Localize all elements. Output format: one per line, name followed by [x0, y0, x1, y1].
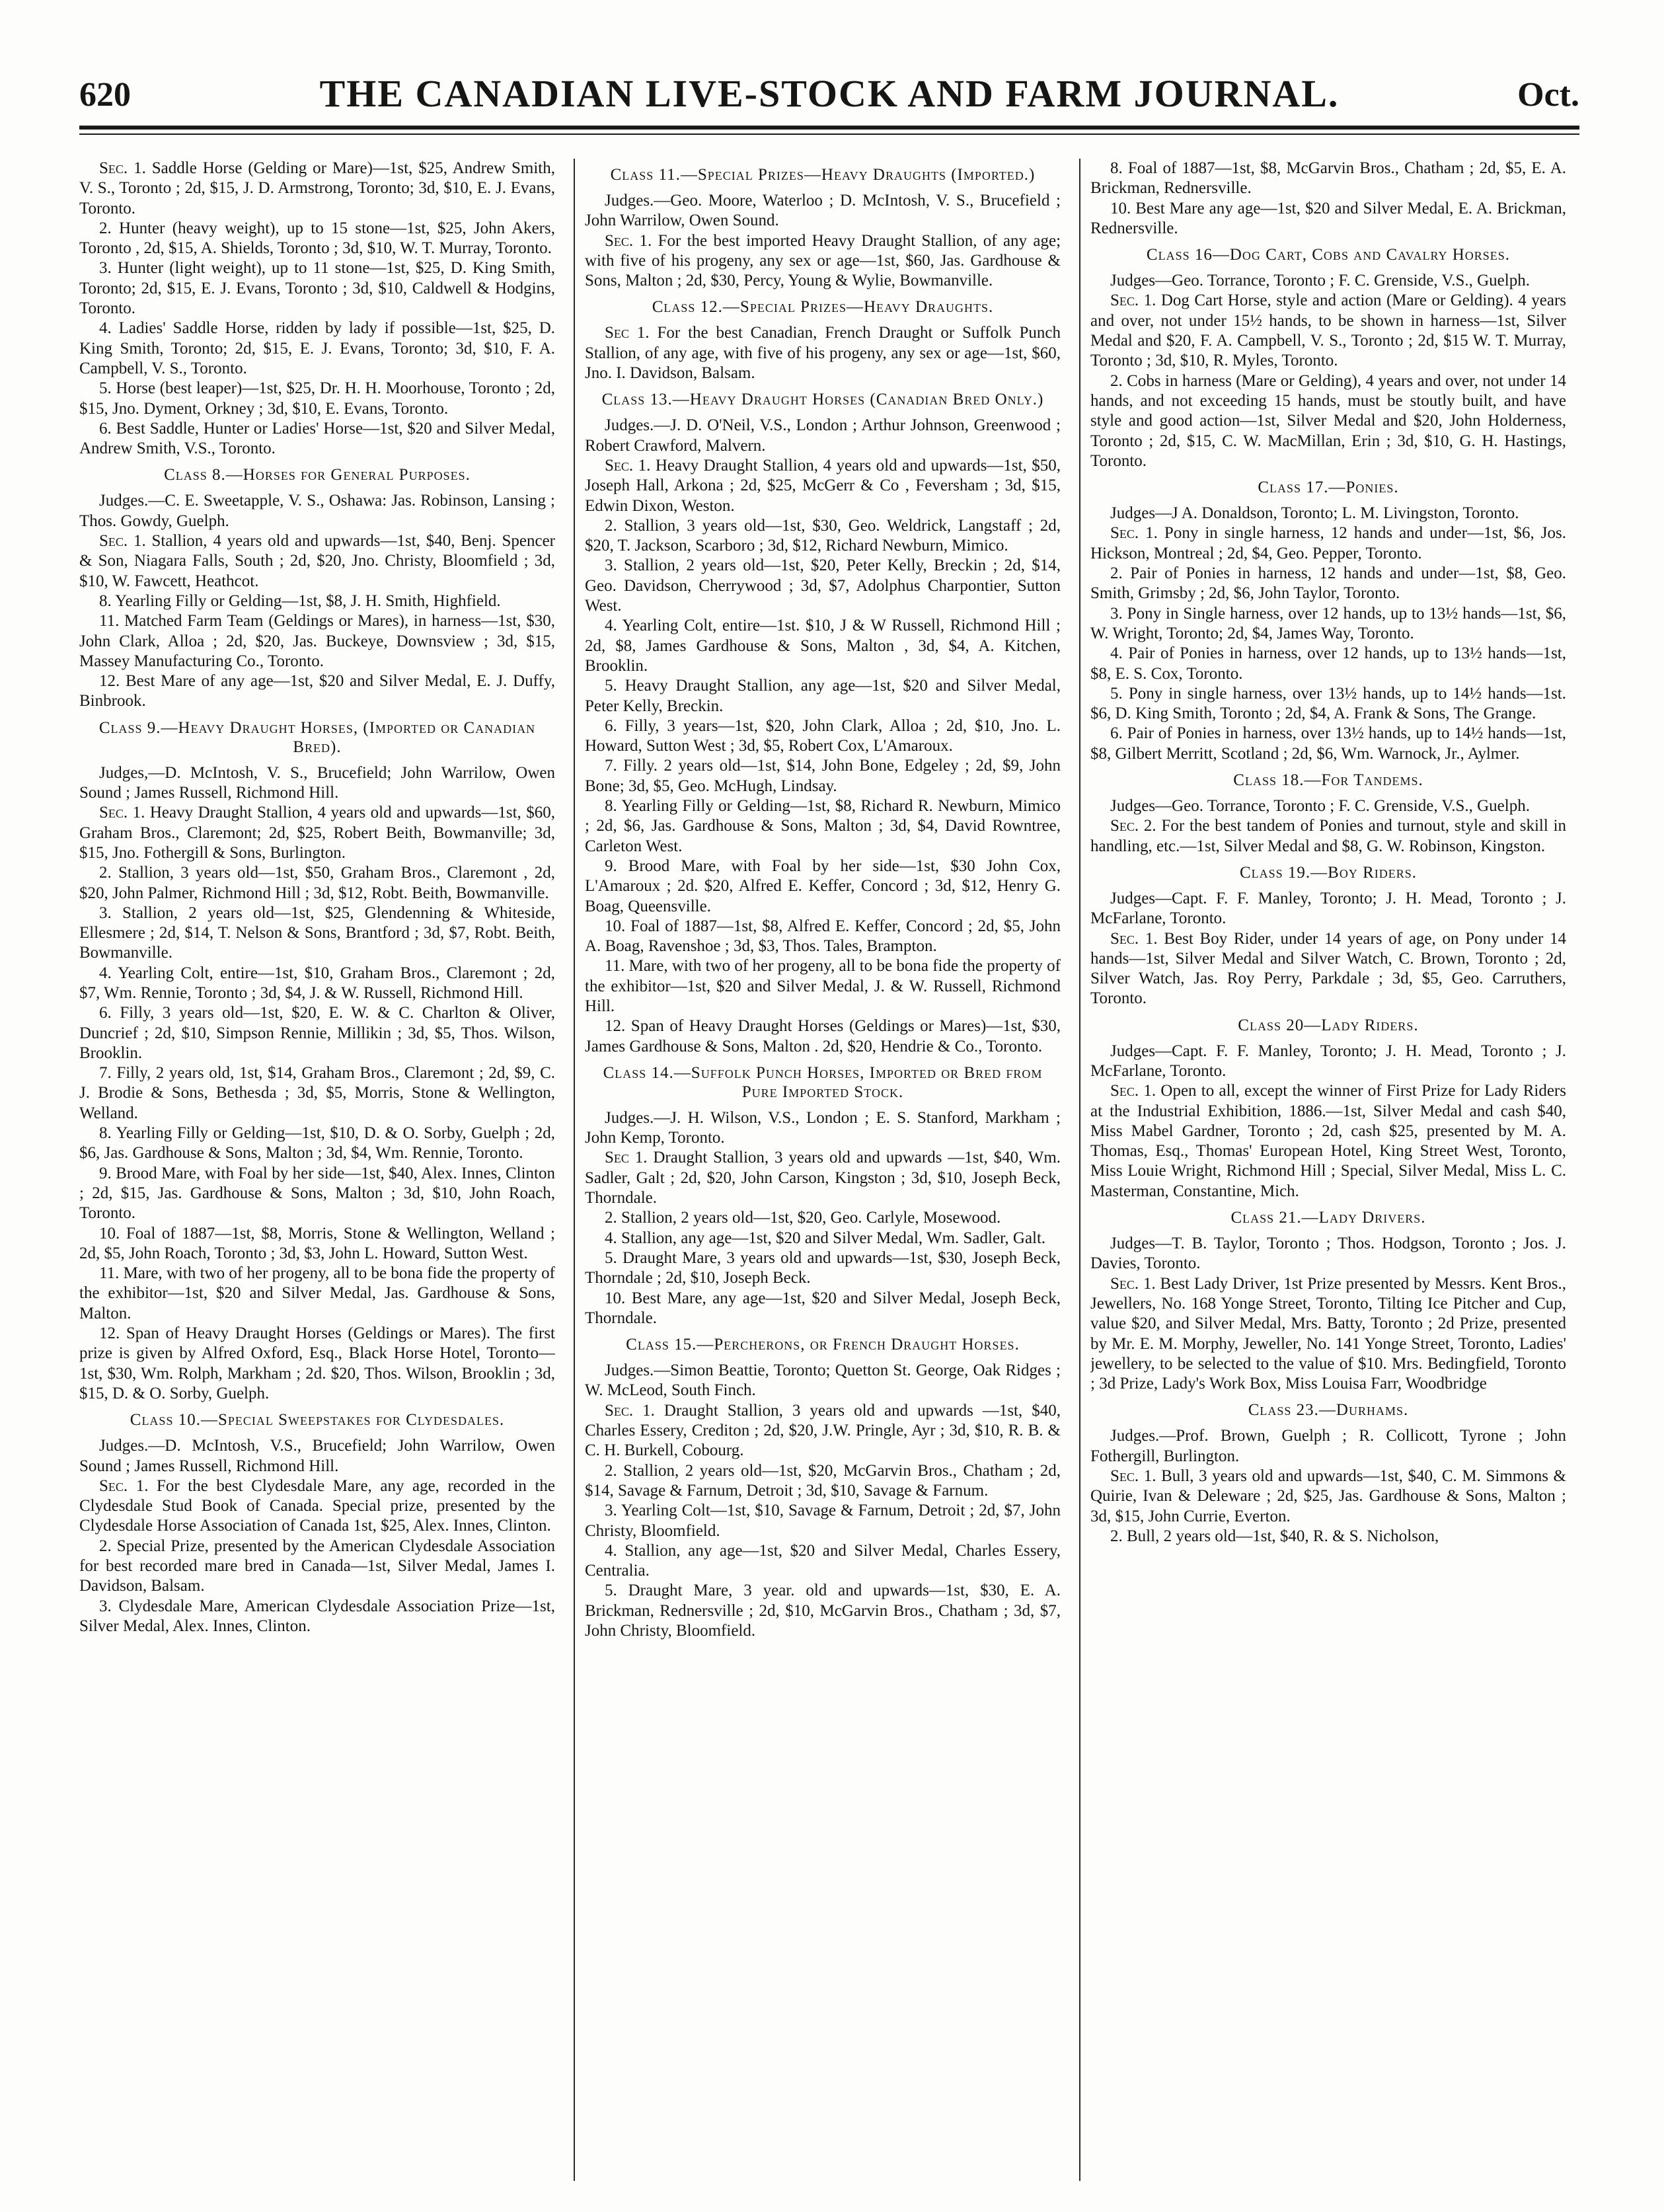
judges-line: Judges.—Geo. Moore, Waterloo ; D. McIntosh, V. S., Brucefield ; John Warrilow, Owen Sound. [585, 192, 1061, 230]
judges-line: Judges.—Prof. Brown, Guelph ; R. Collicott, Tyrone ; John Fothergill, Burlington. [1090, 1427, 1566, 1465]
entry-text: 3. Stallion, 2 years old—1st, $25, Glendenning & Whiteside, Ellesmere ; 2d, $14, T. Nelson & Sons, Brantford ; 3d, $7, Robt. Beith, Bowmanville. [79, 903, 555, 962]
class-heading: Class 11.—Special Prizes—Heavy Draughts (Imported.) [610, 166, 1036, 184]
entry-text: Saddle Horse (Gelding or Mare)—1st, $25, Andrew Smith, V. S., Toronto ; 2d, $15, J. D. Armstrong, Toronto; 3d, $10, E. J. Evans, Toronto. [79, 159, 555, 217]
prize-entry [585, 456, 1061, 516]
section-label: Sec. [1110, 1274, 1139, 1293]
entry-text: 2. Stallion, 3 years old—1st, $50, Graham Bros., Claremont , 2d, $20, John Palmer, Richmond Hill ; 3d, $12, Robt. Beith, Bowmanville. [79, 864, 555, 902]
entry-text: 5. Draught Mare, 3 years old and upwards—1st, $30, Joseph Beck, Thorndale ; 2d, $10, Joseph Beck. [585, 1248, 1061, 1287]
judges-line: Judges.—C. E. Sweetapple, V. S., Oshawa: Jas. Robinson, Lansing ; Thos. Gowdy, Guelph. [79, 492, 555, 530]
class-heading: Class 16—Dog Cart, Cobs and Cavalry Horses. [1146, 246, 1511, 264]
entry-text: 2. Cobs in harness (Mare or Gelding), 4 years and over, not under 14 hands, and not exceeding 15 hands, must be stoutly built, and have style and good action—1st, Silver Medal and $20, John Holderness, Toronto ; 2d, $15, C. W. MacMillan, Erin ; 3d, $10, G. H. Hastings, Toronto. [1090, 371, 1566, 470]
entry-text: 2. Stallion, 2 years old—1st, $20, McGarvin Bros., Chatham ; 2d, $14, Savage & Farnum, Detroit ; 3d, $10, Savage & Farnum. [585, 1461, 1061, 1500]
prize-entry [79, 219, 555, 259]
prize-entry [585, 1401, 1061, 1461]
class-heading: Class 19.—Boy Riders. [1239, 863, 1418, 882]
prize-entry [1090, 1274, 1566, 1394]
entry-text: 1. Best Lady Driver, 1st Prize presented by Messrs. Kent Bros., Jewellers, No. 168 Yonge Street, Toronto, Tilting Ice Pitcher and Cup, value $20, and Silver Medal, Mrs. Batty, Toronto ; 2d Prize, presented by Mr. E. M. Morphy, Jeweller, No. 141 Yonge Street, Toronto, Ladies' jewellery, to be selected to the value of $10. Mrs. Bedingfield, Toronto ; 3d Prize, Lady's Work Box, Miss Louisa Farr, Woodbridge [1090, 1274, 1566, 1393]
prize-entry [585, 917, 1061, 957]
section-label: Sec. [1110, 929, 1139, 948]
entry-text: 3. Clydesdale Mare, American Clydesdale Association Prize—1st, Silver Medal, Alex. Innes, Clinton. [79, 1597, 555, 1635]
entry-text: 6. Pair of Ponies in harness, over 13½ hands, up to 14½ hands—1st, $8, Gilbert Merritt, Scotland ; 2d, $6, Wm. Warnock, Jr., Aylmer. [1090, 724, 1566, 763]
entry-text: 8. Yearling Filly or Gelding—1st, $10, D. & O. Sorby, Guelph ; 2d, $6, Jas. Gardhouse & Sons, Malton ; 3d, $4, Wm. Rennie, Toronto. [79, 1124, 555, 1163]
prize-entry [585, 1016, 1061, 1057]
prize-entry [1090, 199, 1566, 239]
section-label: Sec. [1110, 1467, 1139, 1486]
prize-entry [79, 1264, 555, 1324]
judges-line: Judges—T. B. Taylor, Toronto ; Thos. Hodgson, Toronto ; Jos. J. Davies, Toronto. [1090, 1235, 1566, 1273]
entry-text: 2. Bull, 2 years old—1st, $40, R. & S. Nicholson, [1110, 1527, 1439, 1545]
judges-line: Judges,—D. McIntosh, V. S., Brucefield; John Warrilow, Owen Sound ; James Russell, Richmond Hill. [79, 763, 555, 802]
class-heading: Class 20—Lady Riders. [1238, 1016, 1419, 1034]
entry-text: For the best Canadian, French Draught or Suffolk Punch Stallion, of any age, with five of his progeny, any sex or age—1st, $60, Jno. I. Davidson, Balsam. [585, 324, 1061, 383]
class-heading: Class 9.—Heavy Draught Horses, (Imported or Canadian Bred). [98, 718, 536, 756]
entry-text: 1. Best Boy Rider, under 14 years of age, on Pony under 14 hands—1st, Silver Medal and Silver Watch, C. Brown, Toronto ; 2d, Silver Watch, Jas. Roy Perry, Parkdale ; 3d, $5, Geo. Carruthers, Toronto. [1090, 929, 1566, 1008]
section-label: Sec. 1. [605, 456, 651, 475]
prize-entry [79, 1003, 555, 1063]
prize-entry [79, 964, 555, 1004]
prize-entry [585, 231, 1061, 291]
entry-text: 5. Draught Mare, 3 year. old and upwards—1st, $30, E. A. Brickman, Rednersville ; 2d, $10, McGarvin Bros., Chatham ; 3d, $7, John Christy, Bloomfield. [585, 1582, 1061, 1640]
section-label: Sec. 1. [99, 1476, 149, 1495]
entry-text: For the best imported Heavy Draught Stallion, of any age; with five of his progeny, any sex or age—1st, $60, Jas. Gardhouse & Sons, Malton ; 2d, $30, Percy, Young & Wylie, Bowmanville. [585, 231, 1061, 290]
judges-line: Judges—Capt. F. F. Manley, Toronto; J. H. Mead, Toronto ; J. McFarlane, Toronto. [1090, 889, 1566, 928]
prize-entry [585, 716, 1061, 757]
prize-entry [1090, 1467, 1566, 1527]
entry-text: 2. Hunter (heavy weight), up to 15 stone—1st, $25, John Akers, Toronto , 2d, $15, A. Shields, Toronto ; 3d, $10, W. T. Murray, Toronto. [79, 219, 555, 258]
entry-text: 2. Stallion, 3 years old—1st, $30, Geo. Weldrick, Langstaff ; 2d, $20, T. Jackson, Scarboro ; 3d, $12, Richard Newburn, Mimico. [585, 516, 1061, 555]
entry-text: 5. Heavy Draught Stallion, any age—1st, $20 and Silver Medal, Peter Kelly, Breckin. [585, 677, 1061, 715]
column-divider [1079, 159, 1080, 2181]
class-heading: Class 15.—Percherons, or French Draught Horses. [626, 1336, 1020, 1354]
prize-entry [1090, 684, 1566, 724]
judges-line: Judges—J A. Donaldson, Toronto; L. M. Livingston, Toronto. [1110, 504, 1519, 523]
prize-entry [79, 671, 555, 712]
page-header [79, 71, 1579, 124]
prize-entry [1090, 929, 1566, 1009]
section-label: Sec 1. [605, 324, 650, 342]
section-label: Sec. 1. [99, 804, 145, 822]
entry-text: 2. Special Prize, presented by the American Clydesdale Association for best recorded mare bred in Canada—1st, Silver Medal, James I. Davidson, Balsam. [79, 1537, 555, 1595]
class-heading: Class 14.—Suffolk Punch Horses, Imported or Bred from Pure Imported Stock. [603, 1063, 1043, 1101]
entry-text: 1. Open to all, except the winner of First Prize for Lady Riders at the Industrial Exhibition, 1886.—1st, Silver Medal and cash $40, Miss Mabel Gardner, Toronto ; 2d, cash $25, presented by M. A. Thomas, Esq., Thomas' European Hotel, King Street West, Toronto, Miss Louie Wright, Richmond Hill ; Special, Silver Medal, Miss L. C. Masterman, Constantine, Mich. [1090, 1082, 1566, 1200]
entry-text: 1. Bull, 3 years old and upwards—1st, $40, C. M. Simmons & Quirie, Ivan & Deleware ; 2d, $25, Jas. Gardhouse & Sons, Malton ; 3d, $15, John Currie, Everton. [1090, 1467, 1566, 1525]
prize-entry [585, 796, 1061, 857]
prize-entry [79, 1124, 555, 1164]
section-label: Sec. 1. [99, 532, 146, 551]
class-heading: Class 23.—Durhams. [1248, 1401, 1409, 1420]
entry-text: Draught Stallion, 3 years old and upwards —1st, $40, Wm. Sadler, Galt ; 2d, $20, John Carson, Kingston ; 3d, $10, Joseph Beck, Thorndale. [585, 1149, 1061, 1207]
class-heading: Class 17.—Ponies. [1258, 478, 1399, 497]
entry-text: 2. Pair of Ponies in harness, 12 hands and under—1st, $8, Geo. Smith, Grimsby ; 2d, $6, John Taylor, Toronto. [1090, 564, 1566, 603]
prize-entry [1090, 564, 1566, 604]
column-2 [585, 159, 1061, 2181]
entry-text: 3. Hunter (light weight), up to 11 stone—1st, $25, D. King Smith, Toronto; 2d, $15, E. J. Evans, Toronto ; 3d, $10, Caldwell & Hodgins, Toronto. [79, 259, 555, 318]
entry-text: Heavy Draught Stallion, 4 years old and upwards—1st, $50, Joseph Hall, Arkona ; 2d, $25, McGerr & Co , Feversham ; 3d, $15, Edwin Dixon, Weston. [585, 456, 1061, 515]
prize-entry [79, 1224, 555, 1264]
entry-text: Draught Stallion, 3 years old and upwards —1st, $40, Charles Essery, Crediton ; 2d, $20, J.W. Pringle, Ayr ; 3d, $10, R. B. & C. H. Burkell, Cobourg. [585, 1401, 1061, 1460]
entry-text: 4. Ladies' Saddle Horse, ridden by lady if possible—1st, $25, D. King Smith, Toronto; 2d, $15, E. J. Evans, Toronto; 3d, $10, F. A. Campbell, V. S., Toronto. [79, 319, 555, 377]
prize-entry [79, 1324, 555, 1404]
prize-entry [585, 1581, 1061, 1641]
entry-text: 4. Pair of Ponies in harness, over 12 hands, up to 13½ hands—1st, $8, E. S. Cox, Toronto. [1090, 644, 1566, 683]
prize-entry [585, 556, 1061, 616]
section-label: Sec. 1. [99, 159, 146, 177]
entry-text: 11. Matched Farm Team (Geldings or Mares), in harness—1st, $30, John Clark, Alloa ; 2d, $20, Jas. Buckeye, Downsview ; 3d, $15, Massey Manufacturing Co., Toronto. [79, 612, 555, 670]
header-rule [79, 126, 1579, 130]
prize-entry [79, 531, 555, 591]
class-heading: Class 18.—For Tandems. [1233, 771, 1423, 790]
entry-text: 1. Pony in single harness, 12 hands and under—1st, $6, Jos. Hickson, Montreal ; 2d, $4, Geo. Pepper, Toronto. [1090, 524, 1566, 562]
entry-text: 11. Mare, with two of her progeny, all to be bona fide the property of the exhibitor—1st, $20 and Silver Medal, J. & W. Russell, Richmond Hill. [585, 957, 1061, 1015]
prize-entry [585, 857, 1061, 917]
entry-text: 9. Brood Mare, with Foal by her side—1st, $30 John Cox, L'Amaroux ; 2d. $20, Alfred E. Keffer, Concord ; 3d, $12, Henry G. Boag, Queensville. [585, 857, 1061, 915]
class-heading: Class 21.—Lady Drivers. [1230, 1209, 1426, 1227]
section-label: Sec. [1110, 524, 1139, 543]
entry-text: 10. Foal of 1887—1st, $8, Morris, Stone & Wellington, Welland ; 2d, $5, John Roach, Toronto ; 3d, $3, John L. Howard, Sutton West. [79, 1224, 555, 1262]
entry-text: For the best tandem of Ponies and turnout, style and skill in handling, etc.—1st, Silver Medal and $8, G. W. Robinson, Kingston. [1090, 817, 1566, 855]
prize-entry [585, 1148, 1061, 1208]
prize-entry [585, 1461, 1061, 1502]
section-label: Sec. 1. [1110, 291, 1156, 310]
section-label: Sec. 1. [605, 231, 652, 250]
prize-entry [1090, 1081, 1566, 1201]
prize-entry [79, 379, 555, 419]
prize-entry [79, 903, 555, 964]
page-number: 620 [79, 76, 131, 114]
entry-text: 4. Yearling Colt, entire—1st. $10, J & W Russell, Richmond Hill ; 2d, $8, James Gardhouse & Sons, Malton , 3d, $4, A. Kitchen, Brooklin. [585, 617, 1061, 675]
column-1 [79, 159, 555, 2181]
entry-text: 3. Stallion, 2 years old—1st, $20, Peter Kelly, Breckin ; 2d, $14, Geo. Davidson, Cherrywood ; 3d, $7, Adolphus Charpontier, Sutton West. [585, 556, 1061, 615]
section-label: Sec. 2. [1110, 817, 1156, 835]
entry-text: 7. Filly. 2 years old—1st, $14, John Bone, Edgeley ; 2d, $9, John Bone; 3d, $5, Geo. McHugh, Lindsay. [585, 757, 1061, 795]
prize-entry [79, 611, 555, 671]
entry-text: 12. Span of Heavy Draught Horses (Geldings or Mares). The first prize is given by Alfred Oxford, Esq., Black Horse Hotel, Toronto—1st, $30, Wm. Rolph, Markham ; 2d. $20, Thos. Wilson, Brooklin ; 3d, $15, D. & O. Sorby, Guelph. [79, 1324, 555, 1402]
judges-line: Judges—Capt. F. F. Manley, Toronto; J. H. Mead, Toronto ; J. McFarlane, Toronto. [1090, 1042, 1566, 1080]
prize-entry [1090, 644, 1566, 684]
entry-text: 4. Stallion, any age—1st, $20 and Silver Medal, Charles Essery, Centralia. [585, 1541, 1061, 1580]
class-heading: Class 10.—Special Sweepstakes for Clydesdales. [130, 1411, 505, 1430]
entry-text: 9. Brood Mare, with Foal by her side—1st, $40, Alex. Innes, Clinton ; 2d, $15, Jas. Gardhouse & Sons, Malton ; 3d, $10, John Roach, Toronto. [79, 1164, 555, 1223]
prize-entry [585, 616, 1061, 676]
entry-text: 12. Best Mare of any age—1st, $20 and Silver Medal, E. J. Duffy, Binbrook. [79, 672, 555, 710]
entry-text: 5. Pony in single harness, over 13½ hands, up to 14½ hands—1st. $6, D. King Smith, Toronto ; 2d, $4, A. Frank & Sons, The Grange. [1090, 684, 1566, 723]
prize-entry [585, 956, 1061, 1016]
prize-entry [585, 1289, 1061, 1329]
prize-entry [585, 1248, 1061, 1289]
entry-text: 11. Mare, with two of her progeny, all to be bona fide the property of the exhibitor—1st, $20 and Silver Medal, Jas. Gardhouse & Sons, Malton. [79, 1264, 555, 1322]
prize-entry [1090, 371, 1566, 471]
header-rule-thin [79, 133, 1579, 135]
entry-text: 10. Best Mare any age—1st, $20 and Silver Medal, E. A. Brickman, Rednersville. [1090, 199, 1566, 237]
class-heading: Class 13.—Heavy Draught Horses (Canadian Bred Only.) [601, 391, 1044, 409]
entry-text: 6. Best Saddle, Hunter or Ladies' Horse—1st, $20 and Silver Medal, Andrew Smith, V.S., Toronto. [79, 419, 555, 458]
prize-entry [585, 1541, 1061, 1582]
prize-entry [79, 1164, 555, 1224]
prize-entry [79, 319, 555, 379]
journal-title: THE CANADIAN LIVE-STOCK AND FARM JOURNAL. [319, 72, 1340, 115]
prize-entry [1090, 159, 1566, 199]
prize-entry [79, 1537, 555, 1597]
entry-text: 7. Filly, 2 years old, 1st, $14, Graham Bros., Claremont ; 2d, $9, C. J. Brodie & Sons, Bethesda ; 3d, $5, Morris, Stone & Wellington, Welland. [79, 1064, 555, 1122]
prize-entry [79, 863, 555, 903]
entry-text: For the best Clydesdale Mare, any age, recorded in the Clydesdale Stud Book of Canada. Special prize, presented by the Clydesdale Horse Association of Canada 1st, $25, Alex. Innes, Clinton. [79, 1476, 555, 1535]
section-label: Sec. 1. [605, 1401, 655, 1420]
entry-text: 10. Best Mare, any age—1st, $20 and Silver Medal, Joseph Beck, Thorndale. [585, 1289, 1061, 1327]
prize-entry [79, 1063, 555, 1124]
entry-text: Stallion, 4 years old and upwards—1st, $40, Benj. Spencer & Son, Niagara Falls, South ; 2d, $20, Jno. Christy, Bloomfield ; 3d, $10, W. Fawcett, Heathcot. [79, 532, 555, 590]
prize-entry [1090, 604, 1566, 644]
entry-text: 5. Horse (best leaper)—1st, $25, Dr. H. H. Moorhouse, Toronto ; 2d, $15, Jno. Dyment, Orkney ; 3d, $10, E. Evans, Toronto. [79, 379, 555, 418]
entry-text: 6. Filly, 3 years—1st, $20, John Clark, Alloa ; 2d, $10, Jno. L. Howard, Sutton West ; 3d, $5, Robert Cox, L'Amaroux. [585, 716, 1061, 755]
entry-text: 6. Filly, 3 years old—1st, $20, E. W. & C. Charlton & Oliver, Duncrief ; 2d, $10, Simpson Rennie, Millikin ; 3d, $5, Thos. Wilson, Brooklin. [79, 1004, 555, 1062]
prize-entry [585, 1208, 1061, 1228]
entry-text: 3. Pony in Single harness, over 12 hands, up to 13½ hands—1st, $6, W. Wright, Toronto; 2d, $4, James Way, Toronto. [1090, 604, 1566, 642]
entry-text: 3. Yearling Colt—1st, $10, Savage & Farnum, Detroit ; 2d, $7, John Christy, Bloomfield. [585, 1502, 1061, 1540]
judges-line: Judges—Geo. Torrance, Toronto ; F. C. Grenside, V.S., Guelph. [1110, 797, 1530, 816]
prize-entry [79, 419, 555, 459]
judges-line: Judges.—Simon Beattie, Toronto; Quetton St. George, Oak Ridges ; W. McLeod, South Finch. [585, 1361, 1061, 1400]
prize-entry [585, 323, 1061, 383]
entry-text: 4. Yearling Colt, entire—1st, $10, Graham Bros., Claremont ; 2d, $7, Wm. Rennie, Toronto ; 3d, $4, J. & W. Russell, Richmond Hill. [79, 964, 555, 1002]
section-label: Sec. [1110, 1082, 1139, 1100]
entry-text: 4. Stallion, any age—1st, $20 and Silver Medal, Wm. Sadler, Galt. [605, 1229, 1046, 1247]
prize-entry [1090, 291, 1566, 371]
prize-entry [585, 516, 1061, 556]
prize-entry [79, 258, 555, 319]
judges-line: Judges.—D. McIntosh, V.S., Brucefield; John Warrilow, Owen Sound ; James Russell, Richmond Hill. [79, 1437, 555, 1475]
class-heading: Class 8.—Horses for General Purposes. [164, 466, 471, 484]
entry-text: 10. Foal of 1887—1st, $8, Alfred E. Keffer, Concord ; 2d, $5, John A. Boag, Ravenshoe ; 3d, $3, Thos. Tales, Brampton. [585, 917, 1061, 956]
entry-text: 8. Foal of 1887—1st, $8, McGarvin Bros., Chatham ; 2d, $5, E. A. Brickman, Rednersville. [1090, 159, 1566, 198]
prize-entry [79, 1476, 555, 1537]
prize-entry [79, 1597, 555, 1637]
judges-line: Judges—Geo. Torrance, Toronto ; F. C. Grenside, V.S., Guelph. [1110, 272, 1530, 290]
judges-line: Judges.—J. H. Wilson, V.S., London ; E. S. Stanford, Markham ; John Kemp, Toronto. [585, 1108, 1061, 1147]
section-label: Sec 1. [605, 1149, 648, 1167]
prize-entry [79, 591, 555, 611]
prize-entry [585, 1229, 1061, 1248]
judges-line: Judges.—J. D. O'Neil, V.S., London ; Arthur Johnson, Greenwood ; Robert Crawford, Malvern. [585, 416, 1061, 455]
prize-entry [585, 756, 1061, 796]
prize-entry [585, 1501, 1061, 1541]
entry-text: 2. Stallion, 2 years old—1st, $20, Geo. Carlyle, Mosewood. [605, 1209, 1001, 1227]
column-3 [1090, 159, 1566, 2181]
prize-entry [1090, 523, 1566, 564]
prize-entry [79, 159, 555, 219]
issue-month: Oct. [1517, 76, 1579, 114]
prize-entry [1090, 724, 1566, 764]
entry-text: Dog Cart Horse, style and action (Mare or Gelding). 4 years and over, not under 15½ hands, to be shown in harness—1st, Silver Medal and $20, F. A. Campbell, V. S., Toronto ; 2d, $15 W. T. Murray, Toronto ; 3d, $10, R. Myles, Toronto. [1090, 291, 1566, 370]
prize-entry [1090, 816, 1566, 857]
entry-text: 12. Span of Heavy Draught Horses (Geldings or Mares)—1st, $30, James Gardhouse & Sons, Malton . 2d, $20, Hendrie & Co., Toronto. [585, 1017, 1061, 1055]
prize-entry [585, 676, 1061, 716]
prize-entry [79, 803, 555, 863]
entry-text: 8. Yearling Filly or Gelding—1st, $8, Richard R. Newburn, Mimico ; 2d, $6, Jas. Gardhouse & Sons, Malton ; 3d, $4, David Rowntree, Carleton West. [585, 797, 1061, 855]
class-heading: Class 12.—Special Prizes—Heavy Draughts. [652, 298, 994, 317]
entry-text: 8. Yearling Filly or Gelding—1st, $8, J. H. Smith, Highfield. [99, 591, 501, 610]
prize-entry [1090, 1527, 1566, 1546]
entry-text: Heavy Draught Stallion, 4 years old and upwards—1st, $60, Graham Bros., Claremont; 2d, $25, Robert Beith, Bowmanville; 3d, $15, Jno. Fothergill & Sons, Burlington. [79, 804, 555, 862]
column-divider [574, 159, 575, 2181]
